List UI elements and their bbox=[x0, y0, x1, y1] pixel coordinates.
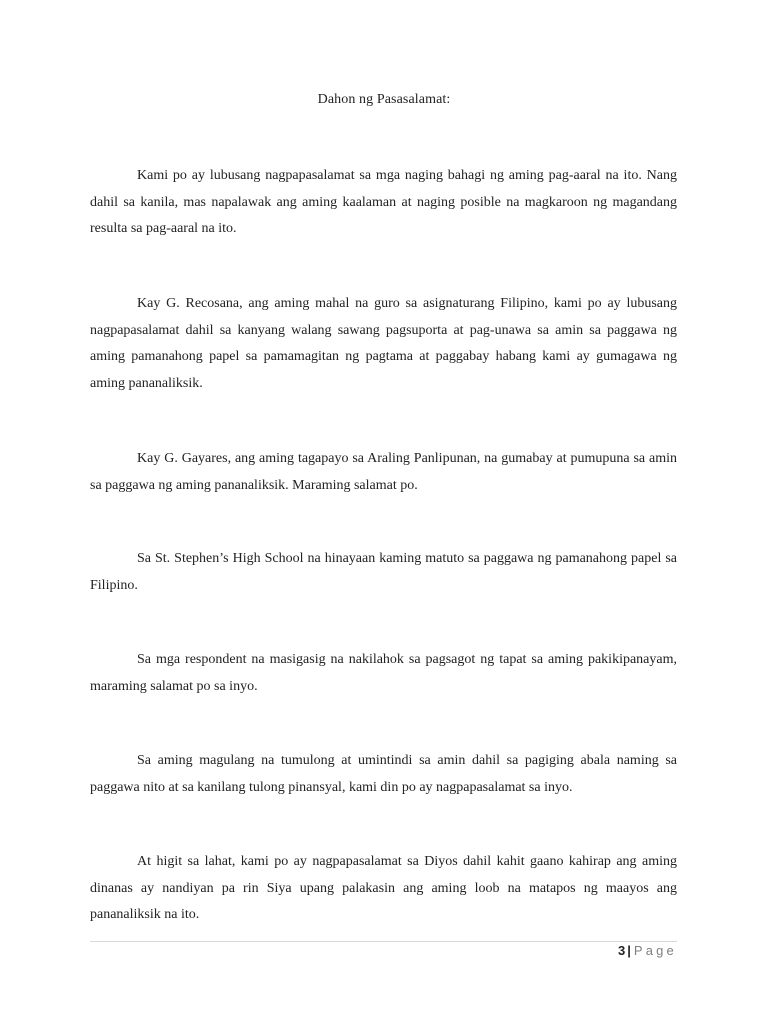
paragraph-god: At higit sa lahat, kami po ay nagpapasalamat sa Diyos dahil kahit gaano kahirap ang aming dinanas ay nandiyan pa rin Siya upang palakasin ang aming loob na matapos ng maayos ang pananaliksik na ito. bbox=[90, 854, 677, 922]
footer-separator: | bbox=[627, 943, 631, 958]
paragraph-parents: Sa aming magulang na tumulong at umintindi sa amin dahil sa pagiging abala naming sa paggawa nito at sa kanilang tulong pinansyal, kami din po ay nagpapasalamat sa inyo. bbox=[90, 753, 677, 795]
paragraph-school: Sa St. Stephen’s High School na hinayaan kaming matuto sa paggawa ng pamanahong papel sa Filipino. bbox=[90, 551, 677, 593]
paragraph-recosana: Kay G. Recosana, ang aming mahal na guro sa asignaturang Filipino, kami po ay lubusang nagpapasalamat dahil sa kanyang walang sawang pagsuporta at pag-unawa sa amin sa paggawa ng aming pamanahong papel sa pamamagitan ng pagtama at paggabay habang kami ay gumagawa ng aming pananaliksik. bbox=[90, 296, 677, 391]
page-label: Page bbox=[633, 943, 677, 958]
paragraph-respondents: Sa mga respondent na masigasig na nakilahok sa pagsagot ng tapat sa aming pakikipanayam, maraming salamat po sa inyo. bbox=[90, 652, 677, 694]
page-title: Dahon ng Pasasalamat: bbox=[317, 92, 451, 107]
paragraph-intro: Kami po ay lubusang nagpapasalamat sa mga naging bahagi ng aming pag-aaral na ito. Nang dahil sa kanila, mas napalawak ang aming kaalaman at naging posible na magkaroon ng magandang resulta sa pag-aaral na ito. bbox=[90, 168, 677, 236]
footer-divider bbox=[90, 941, 677, 942]
page-number: 3 bbox=[617, 943, 626, 958]
page-footer bbox=[618, 943, 677, 958]
paragraph-gayares: Kay G. Gayares, ang aming tagapayo sa Araling Panlipunan, na gumabay at pumupuna sa amin sa paggawa ng aming pananaliksik. Maraming salamat po. bbox=[90, 451, 677, 493]
